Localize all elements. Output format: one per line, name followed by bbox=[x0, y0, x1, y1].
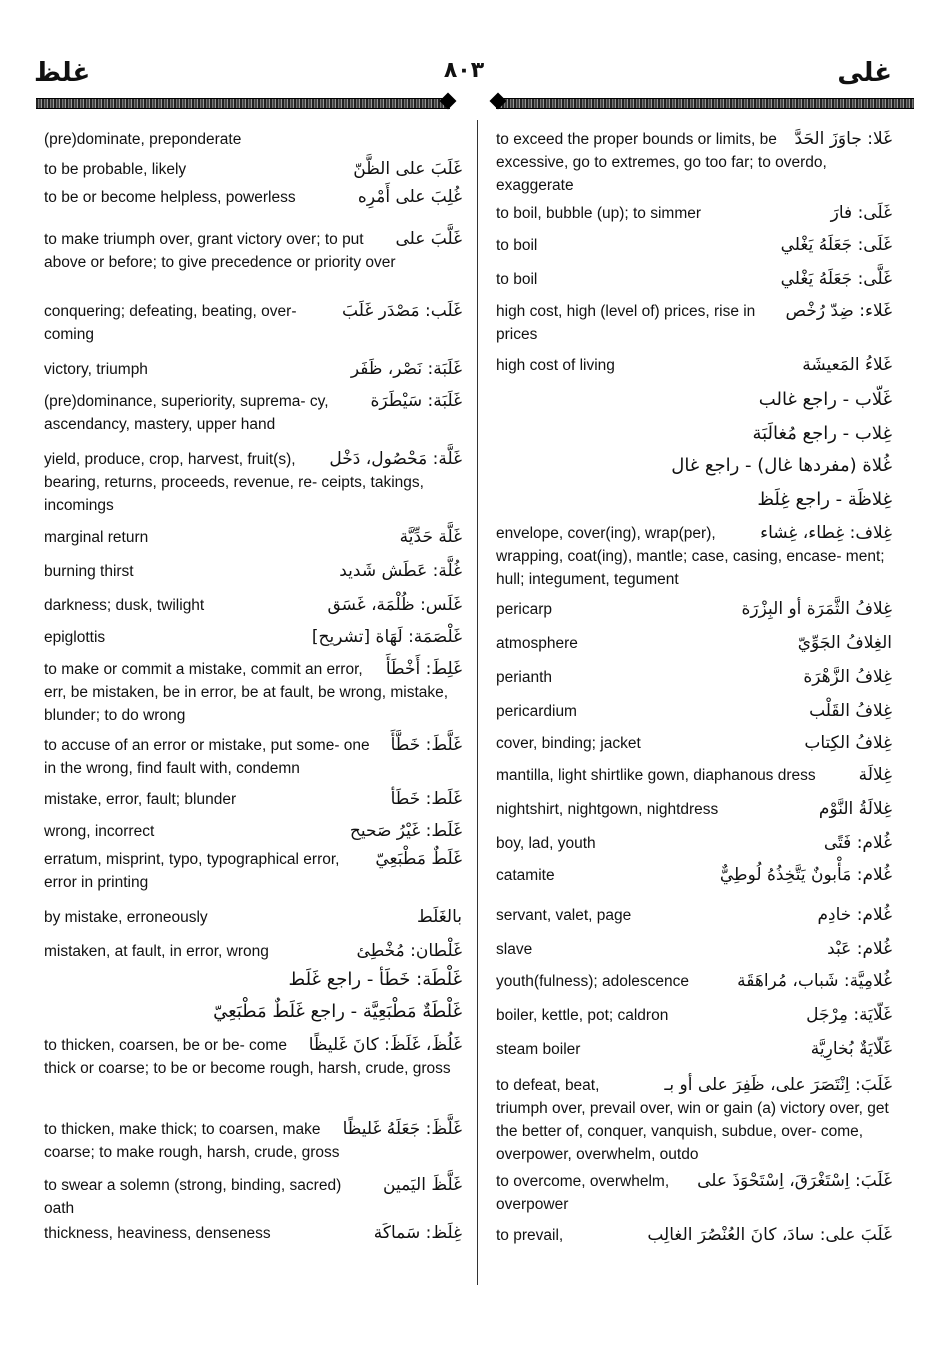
entry-arabic-headword: غَلاءُ المَعيشَة bbox=[798, 354, 892, 377]
entry-english-definition: yield, produce, crop, harvest, fruit(s), bearing, returns, proceeds, revenue, re- ceipts, takings, incomings bbox=[44, 451, 424, 514]
entry-english-definition: (pre)dominance, superiority, suprema- cy, ascendancy, mastery, upper hand bbox=[44, 393, 329, 433]
entry-arabic-headword: غَلِطَ: أَخْطَأَ bbox=[382, 658, 462, 681]
dictionary-entry bbox=[496, 832, 892, 855]
dictionary-entry bbox=[44, 848, 462, 894]
entry-arabic-headword: غَلَّظَ: جَعَلَهُ غَليظًا bbox=[339, 1118, 462, 1141]
entry-english-definition: to make triumph over, grant victory over; to put above or before; to give precedence or priority over bbox=[44, 231, 396, 271]
header-headword-right: غلى bbox=[837, 58, 892, 88]
entry-arabic-headword: غَلّايَةٌ بُخارِيَّة bbox=[807, 1038, 892, 1061]
entry-arabic-headword: غَلَّى: جَعَلَهُ يَغْلي bbox=[777, 268, 892, 291]
dictionary-entry bbox=[44, 128, 462, 151]
entry-arabic-headword: غُلاة (مفردها غال) - راجع غال bbox=[667, 454, 892, 477]
entry-english-definition: slave bbox=[496, 941, 533, 958]
header-rule-right bbox=[496, 94, 914, 112]
dictionary-entry bbox=[44, 594, 462, 617]
dictionary-entry bbox=[44, 658, 462, 727]
entry-arabic-headword: غَلَّطَ: خَطَّأَ bbox=[387, 734, 462, 757]
dictionary-entry bbox=[496, 300, 892, 346]
entry-arabic-headword: غَلّاب - راجع غالب bbox=[755, 388, 892, 411]
entry-arabic-headword: غِلافُ القَلْب bbox=[805, 700, 892, 723]
entry-english-definition: nightshirt, nightgown, nightdress bbox=[496, 801, 719, 818]
entry-arabic-headword: بالغَلَط bbox=[413, 906, 462, 929]
dictionary-entry bbox=[44, 1034, 462, 1080]
dictionary-entry bbox=[44, 940, 462, 963]
entry-arabic-headword: غِلافُ الكِتاب bbox=[800, 732, 892, 755]
dictionary-entry bbox=[44, 906, 462, 929]
dictionary-entry bbox=[496, 1004, 892, 1027]
dictionary-entry bbox=[496, 1038, 892, 1061]
entry-arabic-headword: غُلَّة: عَطَش شَديد bbox=[335, 560, 462, 583]
entry-arabic-headword: غَلَّة حَدِّيَّة bbox=[396, 526, 462, 549]
entry-english-definition: high cost, high (level of) prices, rise in prices bbox=[496, 303, 756, 343]
dictionary-entry bbox=[44, 968, 462, 996]
entry-english-definition: boy, lad, youth bbox=[496, 835, 596, 852]
entry-arabic-headword: غَلَّة: مَحْصُول، دَخْل bbox=[325, 448, 462, 471]
entry-english-definition: pericarp bbox=[496, 601, 552, 618]
entry-arabic-headword: غَلَبَ: اِسْتَغْرَقَ، اِسْتَحْوَذَ على bbox=[693, 1170, 892, 1193]
entry-english-definition: to boil bbox=[496, 237, 538, 254]
dictionary-entry bbox=[44, 1000, 462, 1028]
entry-english-definition: epiglottis bbox=[44, 629, 106, 646]
page-number: ٨٠٣ bbox=[443, 58, 485, 83]
entry-arabic-headword: غَلَبَ: اِنْتَصَرَ على، ظَفِرَ على أو بـ bbox=[660, 1074, 892, 1097]
dictionary-entry bbox=[44, 448, 462, 517]
dictionary-entry bbox=[496, 454, 892, 482]
dictionary-entry bbox=[44, 300, 462, 346]
dictionary-entry bbox=[496, 764, 892, 787]
entry-arabic-headword: غِلاب - راجع مُغالَبَة bbox=[748, 422, 892, 445]
dictionary-entry bbox=[496, 522, 892, 591]
header-rule-left bbox=[36, 94, 450, 112]
entry-arabic-headword: غَلا: جاوَزَ الحَدَّ bbox=[791, 128, 892, 151]
entry-english-definition: darkness; dusk, twilight bbox=[44, 597, 205, 614]
dictionary-entry bbox=[44, 734, 462, 780]
dictionary-entry bbox=[44, 158, 462, 181]
dictionary-entry bbox=[496, 970, 892, 993]
entry-english-definition: mistaken, at fault, in error, wrong bbox=[44, 943, 269, 960]
entry-arabic-headword: غَلَّظَ اليَمين bbox=[379, 1174, 462, 1197]
dictionary-entry bbox=[496, 1074, 892, 1166]
entry-english-definition: by mistake, erroneously bbox=[44, 909, 208, 926]
dictionary-entry bbox=[496, 488, 892, 516]
dictionary-entry bbox=[496, 798, 892, 821]
dictionary-entry bbox=[496, 700, 892, 723]
entry-english-definition: steam boiler bbox=[496, 1041, 581, 1058]
entry-arabic-headword: الغِلافُ الجَوِّيّ bbox=[794, 632, 892, 655]
entry-arabic-headword: غَلْطَةٌ مَطْبَعِيَّة - راجع غَلَطٌ مَطْبَعِيّ bbox=[209, 1000, 462, 1023]
dictionary-entry bbox=[44, 358, 462, 381]
entry-arabic-headword: غُلام: مَأْبونٌ يَتَّخِذُهُ لُوطِيٌّ bbox=[716, 864, 892, 887]
dictionary-entry bbox=[44, 228, 462, 274]
dictionary-entry bbox=[44, 560, 462, 583]
entry-arabic-headword: غِلافُ الثَّمَرَة أو البِزْرَة bbox=[738, 598, 892, 621]
dictionary-entry bbox=[44, 788, 462, 811]
entry-english-definition: to overcome, overwhelm, overpower bbox=[496, 1173, 670, 1213]
entry-english-definition: wrong, incorrect bbox=[44, 823, 155, 840]
entry-english-definition: mistake, error, fault; blunder bbox=[44, 791, 237, 808]
dictionary-entry bbox=[496, 666, 892, 689]
entry-arabic-headword: غَلَبَة: سَيْطَرَة bbox=[367, 390, 463, 413]
dictionary-entry bbox=[496, 268, 892, 291]
entry-english-definition: boiler, kettle, pot; caldron bbox=[496, 1007, 669, 1024]
entry-english-definition: (pre)dominate, preponderate bbox=[44, 131, 242, 148]
entry-arabic-headword: غِلالَةُ النَّوْم bbox=[815, 798, 892, 821]
entry-english-definition: marginal return bbox=[44, 529, 149, 546]
entry-english-definition: to thicken, coarsen, be or be- come thick or coarse; to be or become rough, harsh, crude, gross bbox=[44, 1037, 451, 1077]
entry-english-definition: atmosphere bbox=[496, 635, 578, 652]
entry-english-definition: to boil, bubble (up); to simmer bbox=[496, 205, 702, 222]
dictionary-entry bbox=[496, 938, 892, 961]
entry-arabic-headword: غُلام: خادِم bbox=[814, 904, 892, 927]
entry-english-definition: to be or become helpless, powerless bbox=[44, 189, 296, 206]
dictionary-entry bbox=[496, 234, 892, 257]
dictionary-entry bbox=[496, 388, 892, 416]
column-divider bbox=[477, 120, 478, 1285]
dictionary-entry bbox=[496, 422, 892, 450]
entry-arabic-headword: غَلّايَة: مِرْجَل bbox=[802, 1004, 892, 1027]
dictionary-entry bbox=[496, 904, 892, 927]
entry-english-definition: high cost of living bbox=[496, 357, 615, 374]
dictionary-entry bbox=[44, 526, 462, 549]
entry-arabic-headword: غَلَبَ على: سادَ، كانَ العُنْصُرَ الغالِب bbox=[643, 1224, 892, 1247]
entry-english-definition: envelope, cover(ing), wrap(per), wrapping, coat(ing), mantle; case, casing, encase- ment; hull; integument, tegument bbox=[496, 525, 885, 588]
entry-arabic-headword: غِلاف: غِطاء، غِشاء bbox=[756, 522, 892, 545]
entry-english-definition: to boil bbox=[496, 271, 538, 288]
entry-arabic-headword: غُلام: عَبْد bbox=[823, 938, 892, 961]
entry-arabic-headword: غَلَط: خَطَأ bbox=[387, 788, 462, 811]
entry-english-definition: catamite bbox=[496, 867, 555, 884]
entry-arabic-headword: غَلَطٌ مَطْبَعِيّ bbox=[371, 848, 462, 871]
entry-english-definition: to make or commit a mistake, commit an error, err, be mistaken, be in error, be at fault, be wrong, mistake, blunder; to do wrong bbox=[44, 661, 449, 724]
entry-english-definition: to be probable, likely bbox=[44, 161, 187, 178]
dictionary-entry bbox=[496, 1170, 892, 1216]
entry-english-definition: mantilla, light shirtlike gown, diaphanous dress bbox=[496, 767, 816, 784]
dictionary-entry bbox=[44, 820, 462, 843]
entry-arabic-headword: غَلَّبَ على bbox=[391, 228, 462, 251]
entry-english-definition: erratum, misprint, typo, typographical error, error in printing bbox=[44, 851, 340, 891]
entry-english-definition: conquering; defeating, beating, over- coming bbox=[44, 303, 297, 343]
entry-arabic-headword: غَلْطَة: خَطَأ - راجع غَلَط bbox=[285, 968, 462, 991]
dictionary-entry bbox=[496, 732, 892, 755]
dictionary-entry bbox=[496, 354, 892, 377]
entry-arabic-headword: غِلَظ: سَماكَة bbox=[370, 1222, 462, 1245]
entry-english-definition: burning thirst bbox=[44, 563, 134, 580]
dictionary-entry bbox=[496, 632, 892, 655]
entry-arabic-headword: غُلامِيَّة: شَباب، مُراهَقَة bbox=[733, 970, 892, 993]
entry-arabic-headword: غُلام: فَتًى bbox=[820, 832, 892, 855]
dictionary-entry bbox=[496, 128, 892, 197]
entry-english-definition: to exceed the proper bounds or limits, be excessive, go to extremes, go too far; to overdo, exaggerate bbox=[496, 131, 827, 194]
entry-arabic-headword: غَلَط: غَيْرُ صَحيح bbox=[346, 820, 462, 843]
entry-arabic-headword: غَلَبَ على الظَّنّ bbox=[349, 158, 462, 181]
entry-english-definition: to swear a solemn (strong, binding, sacred) oath bbox=[44, 1177, 342, 1217]
entry-arabic-headword: غَلَى: جَعَلَهُ يَغْلي bbox=[777, 234, 892, 257]
entry-arabic-headword: غَلُظَ، غَلَظَ: كانَ غَليظًا bbox=[305, 1034, 462, 1057]
entry-arabic-headword: غُلِبَ على أَمْرِه bbox=[354, 186, 462, 209]
entry-english-definition: to thicken, make thick; to coarsen, make coarse; to make rough, harsh, crude, gross bbox=[44, 1121, 340, 1161]
entry-arabic-headword: غَلَب: مَصْدَر غَلَبَ bbox=[338, 300, 462, 323]
entry-english-definition: victory, triumph bbox=[44, 361, 148, 378]
entry-arabic-headword: غِلافُ الزَّهْرَة bbox=[799, 666, 892, 689]
entry-arabic-headword: غِلالَة bbox=[855, 764, 892, 787]
dictionary-entry bbox=[44, 1174, 462, 1220]
dictionary-entry bbox=[496, 598, 892, 621]
entry-arabic-headword: غَلْطان: مُخْطِئ bbox=[353, 940, 462, 963]
entry-english-definition: servant, valet, page bbox=[496, 907, 632, 924]
dictionary-entry bbox=[496, 202, 892, 225]
dictionary-entry bbox=[44, 626, 462, 649]
entry-english-definition: to defeat, beat, triumph over, prevail over, win or gain (a) victory over, get the better of, conquer, vanquish, subdue, over- come, overpower, overwhelm, outdo bbox=[496, 1077, 889, 1163]
entry-english-definition: cover, binding; jacket bbox=[496, 735, 641, 752]
dictionary-entry bbox=[44, 186, 462, 209]
dictionary-entry bbox=[44, 1118, 462, 1164]
dictionary-entry bbox=[44, 390, 462, 436]
dictionary-entry bbox=[496, 1224, 892, 1247]
dictionary-entry bbox=[44, 1222, 462, 1245]
entry-english-definition: perianth bbox=[496, 669, 553, 686]
entry-arabic-headword: غَلْصَمَة: لَهَاة [تشريح] bbox=[308, 626, 462, 649]
entry-arabic-headword: غَلَبَة: نَصْر، ظَفَر bbox=[347, 358, 462, 381]
entry-english-definition: to accuse of an error or mistake, put some- one in the wrong, find fault with, condemn bbox=[44, 737, 370, 777]
entry-arabic-headword: غِلاظَة - راجع غِلَظ bbox=[753, 488, 892, 511]
entry-arabic-headword: غَلَى: فارَ bbox=[827, 202, 892, 225]
entry-english-definition: youth(fulness); adolescence bbox=[496, 973, 690, 990]
entry-english-definition: pericardium bbox=[496, 703, 577, 720]
entry-arabic-headword: غَلَس: ظُلْمَة، غَسَق bbox=[323, 594, 462, 617]
dictionary-entry bbox=[496, 864, 892, 887]
entry-english-definition: to prevail, bbox=[496, 1227, 564, 1244]
header-headword-left: غلظ bbox=[34, 58, 91, 88]
entry-arabic-headword: غَلاء: ضِدّ رُخْص bbox=[782, 300, 892, 323]
entry-english-definition: thickness, heaviness, denseness bbox=[44, 1225, 271, 1242]
